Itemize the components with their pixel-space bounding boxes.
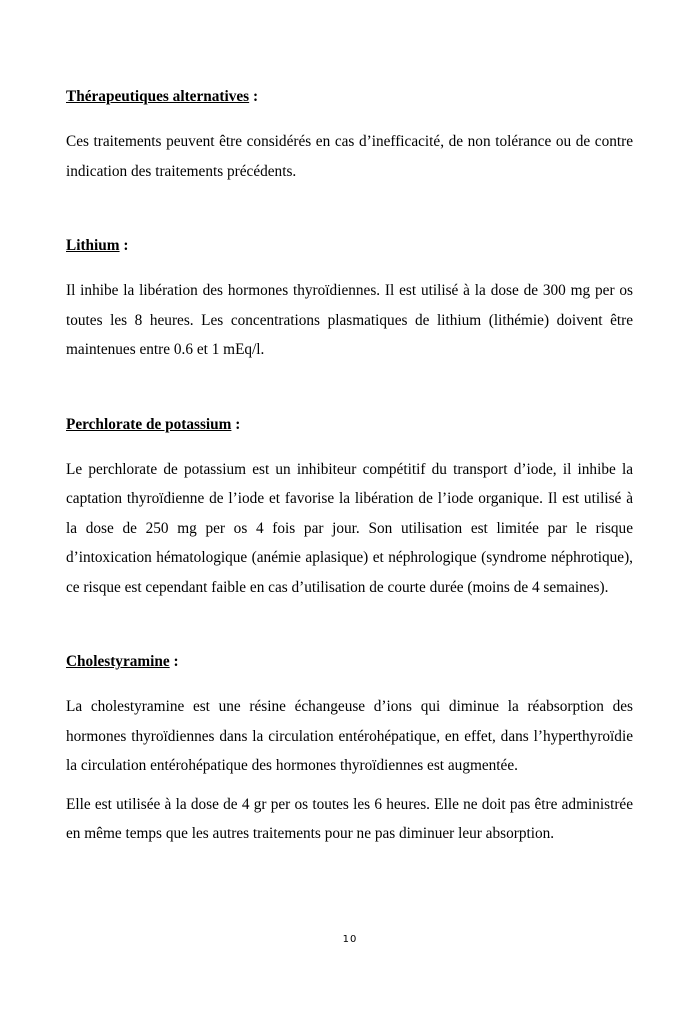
section-title-suffix: : bbox=[169, 653, 179, 670]
section-title-suffix: : bbox=[119, 237, 129, 254]
section-heading-perchlorate bbox=[66, 411, 633, 438]
section-title: Lithium bbox=[66, 237, 120, 254]
paragraph: Le perchlorate de potassium est un inhibiteur compétitif du transport d’iode, il inhibe la captation thyroïdienne de l’iode et favorise la libération de l’iode organique. Il est utilisé à la dose de 250 mg per os 4 fois par jour. Son utilisation est limitée par le risque d’intoxication hématologique (anémie aplasique) et néphrologique (syndrome néphrotique), ce risque est cependant faible en cas d’utilisation de courte durée (moins de 4 semaines). bbox=[66, 460, 633, 596]
section-title-suffix: : bbox=[249, 88, 259, 105]
document-page bbox=[66, 83, 633, 849]
section-heading-lithium bbox=[66, 232, 633, 259]
section-heading-therapeutiques bbox=[66, 83, 633, 110]
section-heading-cholestyramine bbox=[66, 648, 633, 675]
section-title: Cholestyramine bbox=[66, 653, 170, 670]
page-number: 10 bbox=[342, 934, 358, 945]
section-title: Perchlorate de potassium bbox=[66, 415, 232, 433]
paragraph: Il inhibe la libération des hormones thyroïdiennes. Il est utilisé à la dose de 300 mg per os toutes les 8 heures. Les concentrations plasmatiques de lithium (lithémie) doivent être maintenues entre 0.6 et 1 mEq/l. bbox=[66, 282, 633, 358]
section-title: Thérapeutiques alternatives bbox=[66, 88, 250, 105]
paragraph: Ces traitements peuvent être considérés en cas d’inefficacité, de non tolérance ou de contre indication des traitements précédents. bbox=[66, 133, 633, 180]
section-title-suffix: : bbox=[231, 415, 241, 433]
paragraph: Elle est utilisée à la dose de 4 gr per os toutes les 6 heures. Elle ne doit pas être administrée en même temps que les autres traitements pour ne pas diminuer leur absorption. bbox=[66, 795, 633, 842]
paragraph: La cholestyramine est une résine échangeuse d’ions qui diminue la réabsorption des hormones thyroïdiennes dans la circulation entérohépatique, en effet, dans l’hyperthyroïdie la circulation entérohépatique des hormones thyroïdiennes est augmentée. bbox=[66, 698, 633, 774]
